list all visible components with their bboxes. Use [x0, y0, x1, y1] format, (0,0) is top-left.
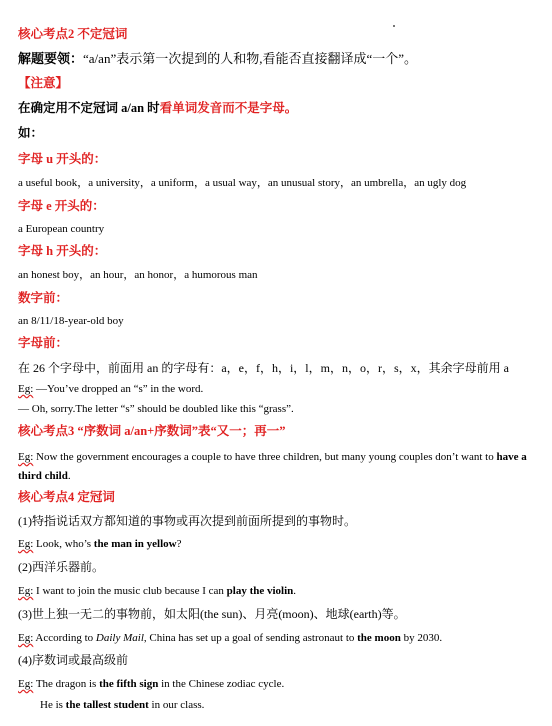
point-4-example-2: [40, 699, 544, 712]
section-3-title: 核心考点3 “序数词 a/an+序数词”表“又一；再一”: [18, 424, 286, 438]
example-text: According to: [33, 632, 96, 644]
tip-line: [18, 51, 544, 67]
example-italic: Daily Mail: [95, 632, 144, 644]
example-text: by 2030.: [400, 632, 443, 644]
point-3: (3)世上独一无二的事物前，如太阳(the sun)、月亮(moon)、地球(earth)等。: [18, 607, 406, 621]
example-bold: the moon: [357, 632, 401, 644]
point-3-example: [18, 632, 544, 645]
example-text: .: [293, 585, 297, 597]
eg-label: Eg:: [18, 383, 34, 395]
example-text: I want to join the music club because I can: [33, 585, 227, 597]
point-1: (1)特指说话双方都知道的事物或再次提到前面所提到的事物时。: [18, 514, 356, 528]
point-2-example: [18, 585, 544, 598]
point-2: (2)西洋乐器前。: [18, 560, 104, 574]
example-bold: play the violin: [226, 585, 294, 597]
number-heading: 数字前：: [18, 291, 69, 305]
section-4-title: 核心考点4 定冠词: [18, 490, 115, 504]
number-example: an 8/11/18-year-old boy: [18, 315, 124, 327]
example-bold: the tallest student: [65, 699, 149, 711]
example-text: He is: [40, 699, 66, 711]
example-text: in our class.: [148, 699, 205, 711]
example-text: , China has set up a goal of sending astronaut to: [143, 632, 358, 644]
section-3-example: [18, 448, 543, 486]
note-label: 【注意】: [18, 76, 69, 90]
example-text: The dragon is: [33, 678, 100, 690]
tip-label: 解题要领：: [18, 51, 84, 66]
eg-label: Eg:: [18, 451, 34, 463]
eg-label: Eg:: [18, 678, 34, 690]
example-bold: the man in yellow: [93, 538, 177, 550]
ru-label: 如：: [18, 126, 44, 140]
section-3-example-bold: have a: [496, 451, 527, 463]
rule-line: [18, 101, 544, 116]
e-examples: a European country: [18, 223, 105, 235]
section-3-example-bold-2: third child: [18, 470, 68, 482]
point-4: (4)序数词或最高级前: [18, 653, 128, 667]
eg-label: Eg:: [18, 538, 34, 550]
section-3-example-end: .: [67, 470, 71, 482]
e-heading: 字母 e 开头的：: [18, 199, 105, 213]
u-heading: 字母 u 开头的：: [18, 152, 107, 166]
example-1: [18, 383, 544, 396]
rule-highlight: 看单词发音而不是字母。: [159, 101, 298, 115]
example-1-reply: — Oh, sorry.The letter “s” should be doubled like this “grass”.: [18, 403, 294, 415]
rule-text: 在确定用不定冠词 a/an 时: [18, 101, 160, 115]
section-3-example-text: Now the government encourages a couple to have three children, but many young couples don’t want to: [33, 451, 497, 463]
h-examples: an honest boy，an hour，an honor，a humorous man: [18, 269, 258, 281]
example-1-text: —You’ve dropped an “s” in the word.: [33, 383, 204, 395]
section-2-title: 核心考点2 不定冠词: [18, 27, 128, 41]
example-text: ?: [176, 538, 182, 550]
letter-rule: 在 26 个字母中，前面用 an 的字母有：a，e，f，h，i，l，m，n，o，r，s，x，其余字母前用 a: [18, 361, 509, 375]
eg-label: Eg:: [18, 585, 34, 597]
eg-label: Eg:: [18, 632, 34, 644]
h-heading: 字母 h 开头的：: [18, 244, 107, 258]
u-examples: a useful book，a university，a uniform，a usual way，an unusual story，an umbrella，an ugly dog: [18, 177, 467, 189]
point-4-example: [18, 678, 544, 691]
tip-text: “a/an”表示第一次提到的人和物,看能否直接翻译成“一个”。: [83, 51, 417, 66]
example-text: in the Chinese zodiac cycle.: [158, 678, 285, 690]
example-text: Look, who’s: [33, 538, 94, 550]
letter-heading: 字母前：: [18, 336, 69, 350]
point-1-example: [18, 538, 544, 551]
example-bold: the fifth sign: [99, 678, 159, 690]
